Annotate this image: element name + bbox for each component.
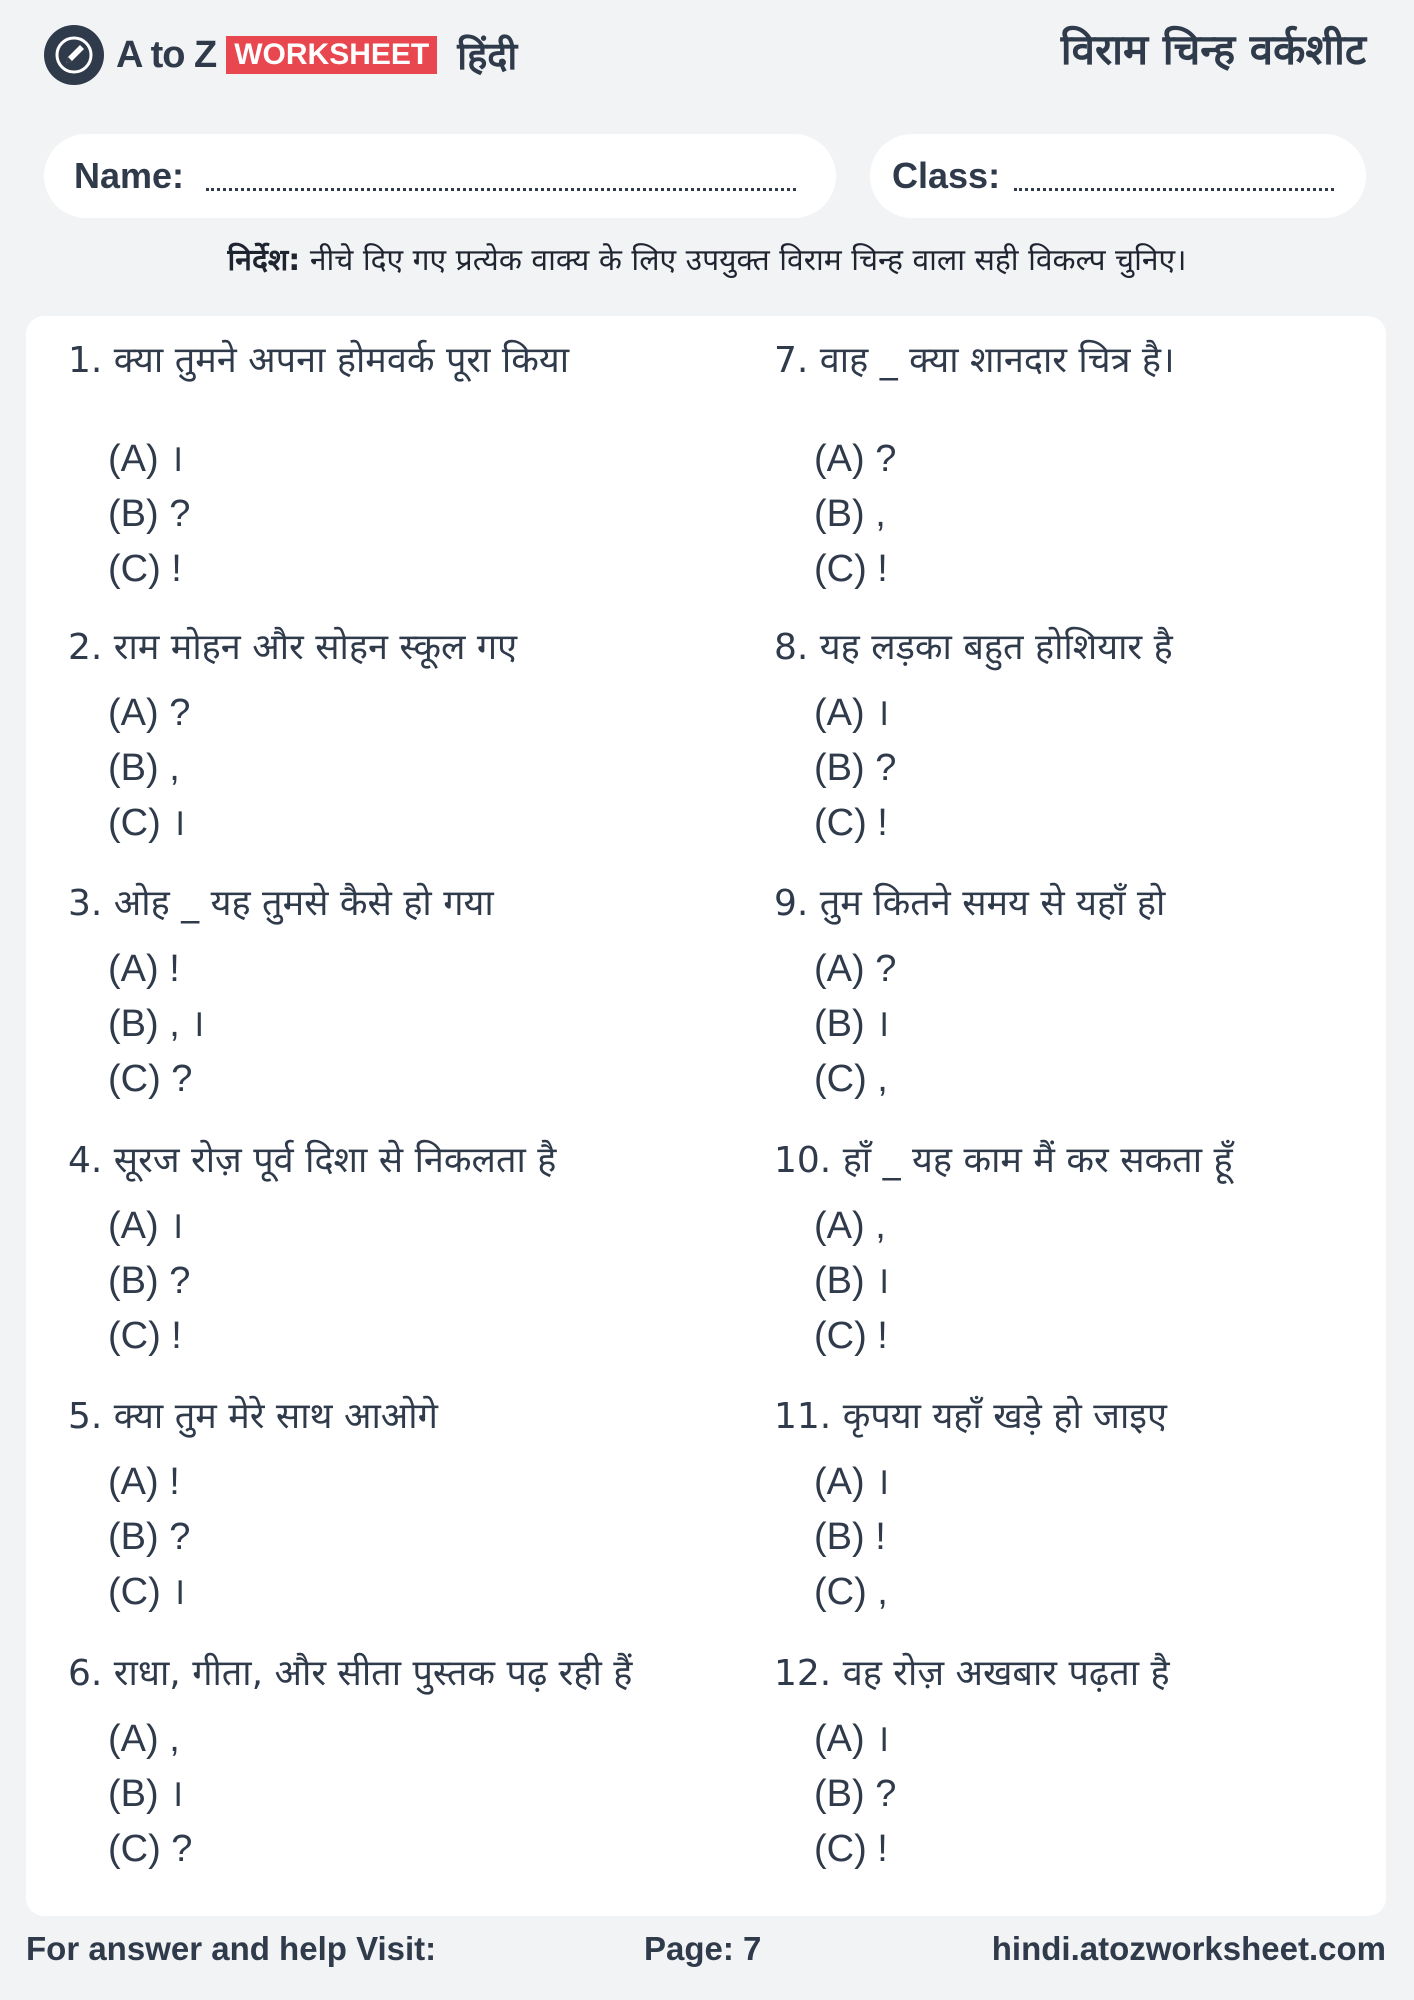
question-5 <box>68 1392 708 1620</box>
question-text: 7. वाह _ क्या शानदार चित्र है। <box>774 340 1175 381</box>
option-a[interactable]: (A) । <box>814 1461 890 1503</box>
question-text: 11. कृपया यहाँ खड़े हो जाइए <box>774 1396 1167 1437</box>
option-c[interactable]: (C) ! <box>108 1315 182 1357</box>
option-c[interactable]: (C) ? <box>108 1058 193 1100</box>
logo[interactable] <box>44 22 517 88</box>
option-c[interactable]: (C) ! <box>108 548 182 590</box>
instruction-label: निर्देश: <box>227 243 301 278</box>
option-c[interactable]: (C) ! <box>814 802 888 844</box>
question-text: 6. राधा, गीता, और सीता पुस्तक पढ़ रही हैं <box>68 1653 633 1694</box>
option-a[interactable]: (A) ! <box>108 948 180 990</box>
option-b[interactable]: (B) ? <box>108 493 191 535</box>
option-c[interactable]: (C) , <box>814 1571 888 1613</box>
question-text: 4. सूरज रोज़ पूर्व दिशा से निकलता है <box>68 1140 557 1181</box>
question-4 <box>68 1136 708 1364</box>
name-label: Name: <box>74 155 185 196</box>
option-b[interactable]: (B) । <box>814 1260 890 1302</box>
question-text: 3. ओह _ यह तुमसे कैसे हो गया <box>68 883 494 924</box>
question-11 <box>774 1392 1414 1620</box>
option-c[interactable]: (C) ? <box>108 1828 193 1870</box>
name-field-box <box>44 134 836 218</box>
question-2 <box>68 623 708 851</box>
question-text: 5. क्या तुम मेरे साथ आओगे <box>68 1396 438 1437</box>
class-field[interactable] <box>1014 188 1334 191</box>
option-a[interactable]: (A) , <box>814 1205 886 1247</box>
page-number: Page: 7 <box>644 1930 762 1967</box>
option-b[interactable]: (B) , <box>108 747 180 789</box>
option-a[interactable]: (A) ? <box>814 438 897 480</box>
class-label: Class: <box>892 155 1001 196</box>
class-field-box <box>870 134 1366 218</box>
question-12 <box>774 1649 1414 1877</box>
option-c[interactable]: (C) ! <box>814 1828 888 1870</box>
option-b[interactable]: (B) ! <box>814 1516 886 1558</box>
option-a[interactable]: (A) । <box>814 1718 890 1760</box>
option-a[interactable]: (A) । <box>108 1205 184 1247</box>
question-text: 8. यह लड़का बहुत होशियार है <box>774 627 1173 668</box>
option-c[interactable]: (C) । <box>108 1571 186 1613</box>
option-c[interactable]: (C) , <box>814 1058 888 1100</box>
question-10 <box>774 1136 1414 1364</box>
logo-language: हिंदी <box>457 34 518 78</box>
option-a[interactable]: (A) , <box>108 1718 180 1760</box>
pencil-icon <box>44 25 104 85</box>
logo-badge: WORKSHEET <box>226 36 437 74</box>
option-b[interactable]: (B) , <box>814 493 886 535</box>
question-text: 2. राम मोहन और सोहन स्कूल गए <box>68 627 518 668</box>
option-b[interactable]: (B) । <box>814 1003 890 1045</box>
logo-text: A to Z <box>116 33 217 76</box>
question-3 <box>68 879 708 1107</box>
option-b[interactable]: (B) ? <box>814 1773 897 1815</box>
option-a[interactable]: (A) ! <box>108 1461 180 1503</box>
option-c[interactable]: (C) । <box>108 802 186 844</box>
question-text: 9. तुम कितने समय से यहाँ हो <box>774 883 1166 924</box>
question-card <box>26 316 1386 1916</box>
option-a[interactable]: (A) । <box>814 692 890 734</box>
question-1 <box>68 336 708 597</box>
option-a[interactable]: (A) । <box>108 438 184 480</box>
question-text: 10. हाँ _ यह काम मैं कर सकता हूँ <box>774 1140 1233 1181</box>
option-a[interactable]: (A) ? <box>108 692 191 734</box>
option-b[interactable]: (B) ? <box>108 1260 191 1302</box>
page-title: विराम चिन्ह वर्कशीट <box>1060 25 1366 74</box>
footer-help-text: For answer and help Visit: <box>26 1930 437 1967</box>
option-b[interactable]: (B) ? <box>814 747 897 789</box>
option-a[interactable]: (A) ? <box>814 948 897 990</box>
option-b[interactable]: (B) , । <box>108 1003 205 1045</box>
footer-url-link[interactable]: hindi.atozworksheet.com <box>991 1930 1386 1967</box>
instruction-text: नीचे दिए गए प्रत्येक वाक्य के लिए उपयुक्त विराम चिन्ह वाला सही विकल्प चुनिए। <box>300 243 1187 278</box>
question-8 <box>774 623 1414 851</box>
question-text: 1. क्या तुमने अपना होमवर्क पूरा किया <box>68 340 570 381</box>
option-c[interactable]: (C) ! <box>814 548 888 590</box>
question-9 <box>774 879 1414 1107</box>
question-6 <box>68 1649 708 1877</box>
name-field[interactable] <box>206 188 796 191</box>
header <box>0 0 1414 110</box>
option-c[interactable]: (C) ! <box>814 1315 888 1357</box>
option-b[interactable]: (B) ? <box>108 1516 191 1558</box>
instruction <box>0 238 1414 279</box>
footer <box>26 1930 1386 1980</box>
question-text: 12. वह रोज़ अखबार पढ़ता है <box>774 1653 1170 1694</box>
option-b[interactable]: (B) । <box>108 1773 184 1815</box>
question-7 <box>774 336 1414 597</box>
